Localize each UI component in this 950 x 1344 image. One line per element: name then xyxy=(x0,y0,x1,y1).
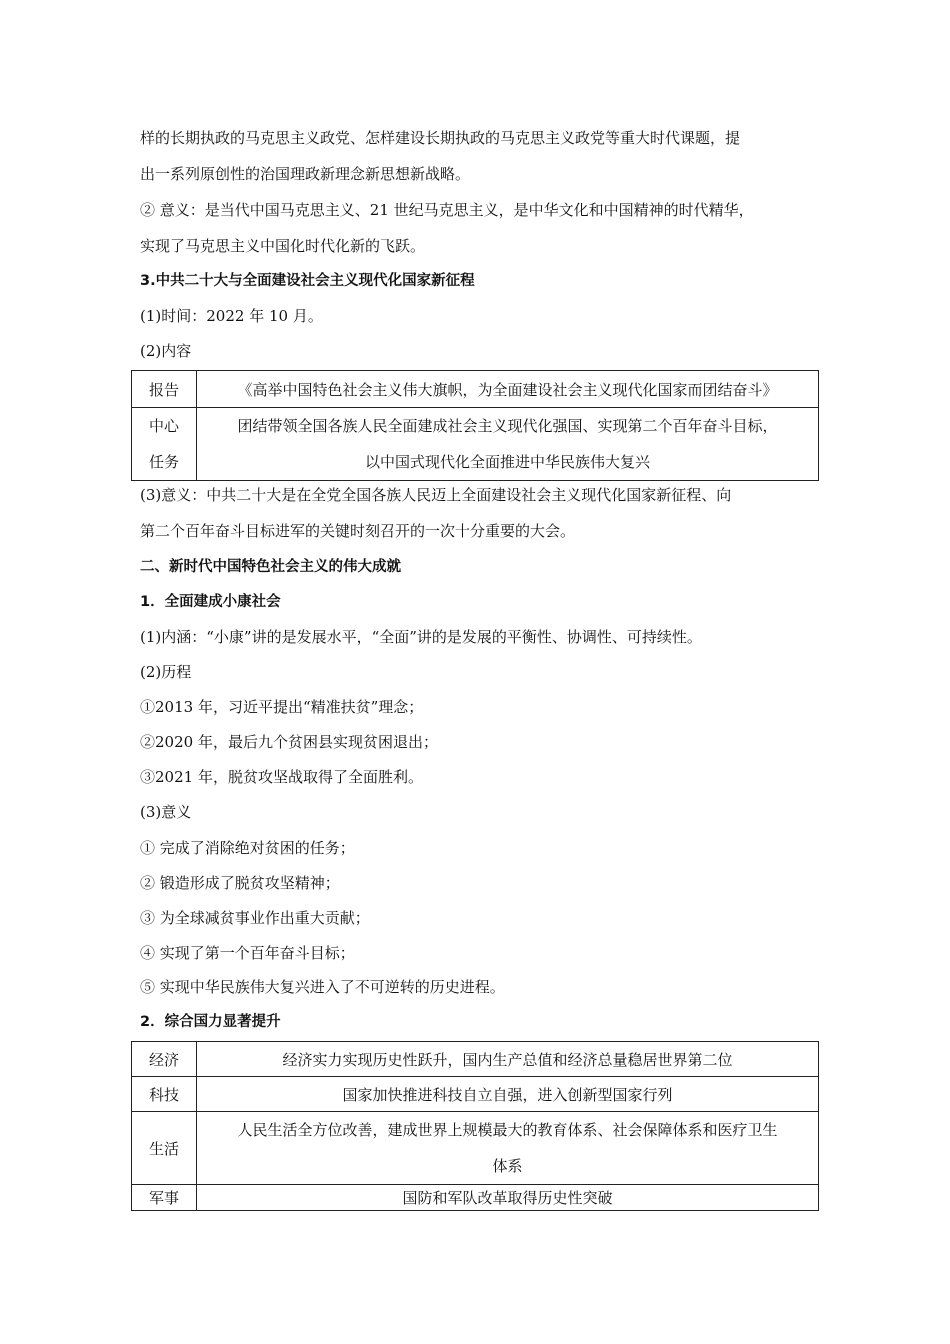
paragraph-line: 出一系列原创性的治国理政新理念新思想新战略。 xyxy=(140,165,471,183)
paragraph-line: (1)内涵：“小康”讲的是发展水平，“全面”讲的是发展的平衡性、协调性、可持续性。 xyxy=(140,628,702,646)
table-key: 经济 xyxy=(132,1042,197,1077)
table-value: 《高举中国特色社会主义伟大旗帜，为全面建设社会主义现代化国家而团结奋斗》 xyxy=(197,371,819,408)
paragraph-line: (1)时间：2022 年 10 月。 xyxy=(140,307,323,325)
section-heading: 3.中共二十大与全面建设社会主义现代化国家新征程 xyxy=(140,273,475,289)
list-item: ①2013 年，习近平提出“精准扶贫”理念； xyxy=(140,698,424,716)
list-item: ②2020 年，最后九个贫困县实现贫困退出； xyxy=(140,733,438,751)
table-value-line: 团结带领全国各族人民全面建成社会主义现代化强国、实现第二个百年奋斗目标， xyxy=(237,417,778,435)
list-item: ① 完成了消除绝对贫困的任务； xyxy=(140,839,355,857)
table-value: 国家加快推进科技自立自强，进入创新型国家行列 xyxy=(197,1077,819,1112)
table-row xyxy=(132,371,819,408)
table-value: 国防和军队改革取得历史性突破 xyxy=(197,1185,819,1211)
table-value-line: 人民生活全方位改善，建成世界上规模最大的教育体系、社会保障体系和医疗卫生 xyxy=(237,1121,778,1139)
table-key-line: 中心 xyxy=(148,417,179,435)
table-key: 报告 xyxy=(132,371,197,408)
paragraph-line: 样的长期执政的马克思主义政党、怎样建设长期执政的马克思主义政党等重大时代课题，提 xyxy=(140,129,741,147)
table-key: 军事 xyxy=(132,1185,197,1211)
national-strength-table xyxy=(131,1041,819,1211)
congress-table xyxy=(131,370,819,481)
list-item: ⑤ 实现中华民族伟大复兴进入了不可逆转的历史进程。 xyxy=(140,978,505,996)
paragraph-line: 第二个百年奋斗目标进军的关键时刻召开的一次十分重要的大会。 xyxy=(140,522,576,540)
table-value xyxy=(197,408,819,481)
table-key xyxy=(132,408,197,481)
subsection-heading: 1．全面建成小康社会 xyxy=(140,594,281,610)
table-value xyxy=(197,1112,819,1185)
list-item: ③ 为全球减贫事业作出重大贡献； xyxy=(140,909,370,927)
paragraph-line: 实现了马克思主义中国化时代化新的飞跃。 xyxy=(140,237,426,255)
table-value-line: 以中国式现代化全面推进中华民族伟大复兴 xyxy=(364,453,650,471)
part-heading: 二、新时代中国特色社会主义的伟大成就 xyxy=(140,559,401,575)
table-row xyxy=(132,1185,819,1211)
table-row xyxy=(132,1077,819,1112)
list-item: ③2021 年，脱贫攻坚战取得了全面胜利。 xyxy=(140,768,423,786)
table-key: 生活 xyxy=(132,1112,197,1185)
paragraph-line: (2)内容 xyxy=(140,342,192,360)
paragraph-line: (2)历程 xyxy=(140,663,192,681)
table-key-line: 任务 xyxy=(148,453,179,471)
paragraph-line: (3)意义：中共二十大是在全党全国各族人民迈上全面建设社会主义现代化国家新征程、向 xyxy=(140,486,732,504)
table-value: 经济实力实现历史性跃升，国内生产总值和经济总量稳居世界第二位 xyxy=(197,1042,819,1077)
paragraph-line: (3)意义 xyxy=(140,803,192,821)
table-row xyxy=(132,1042,819,1077)
paragraph-line: ② 意义：是当代中国马克思主义、21 世纪马克思主义，是中华文化和中国精神的时代精华， xyxy=(140,201,754,219)
table-row xyxy=(132,1112,819,1185)
subsection-heading: 2．综合国力显著提升 xyxy=(140,1014,281,1030)
list-item: ④ 实现了第一个百年奋斗目标； xyxy=(140,944,355,962)
table-row xyxy=(132,408,819,481)
list-item: ② 锻造形成了脱贫攻坚精神； xyxy=(140,874,340,892)
table-value-line: 体系 xyxy=(492,1157,523,1175)
table-key: 科技 xyxy=(132,1077,197,1112)
